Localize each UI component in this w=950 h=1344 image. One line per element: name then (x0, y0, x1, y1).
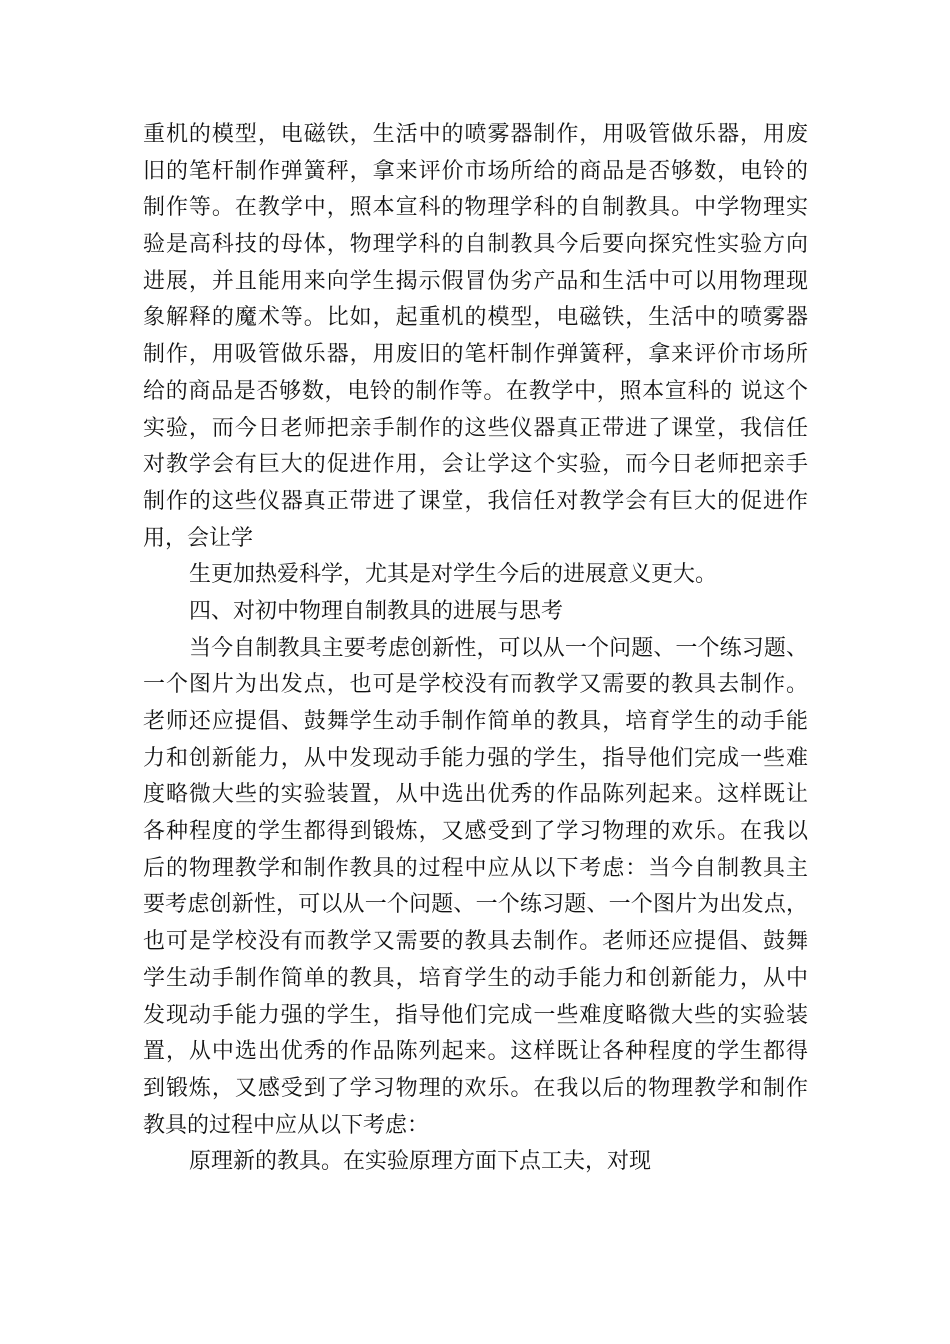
text-line: 四、对初中物理自制教具的进展与思考 (189, 598, 564, 624)
text-line: 实验，而今日老师把亲手制作的这些仪器真正带进了课堂，我信任 (143, 415, 808, 441)
text-line: 对教学会有巨大的促进作用，会让学这个实验，而今日老师把亲手 (143, 452, 808, 478)
text-line: 发现动手能力强的学生，指导他们完成一些难度略微大些的实验装 (143, 1002, 808, 1028)
text-line: 给的商品是否够数，电铃的制作等。在教学中，照本宣科的 说这个 (143, 378, 808, 404)
paragraph-4 (143, 1144, 808, 1181)
body-text (143, 117, 808, 1181)
text-line: 进展，并且能用来向学生揭示假冒伪劣产品和生活中可以用物理现 (143, 268, 808, 294)
paragraph-2 (143, 557, 808, 594)
text-line: 到锻炼，又感受到了学习物理的欢乐。在我以后的物理教学和制作 (143, 1075, 808, 1101)
text-line: 教具的过程中应从以下考虑： (143, 1112, 430, 1138)
text-line: 重机的模型，电磁铁，生活中的喷雾器制作，用吸管做乐器，用废 (143, 122, 808, 147)
text-line: 各种程度的学生都得到锻炼，又感受到了学习物理的欢乐。在我以 (143, 819, 808, 845)
text-line: 老师还应提倡、鼓舞学生动手制作简单的教具，培育学生的动手能 (143, 709, 808, 734)
text-line: 原理新的教具。在实验原理方面下点工夫，对现 (189, 1149, 652, 1175)
text-line: 要考虑创新性，可以从一个问题、一个练习题、一个图片为出发点， (143, 892, 808, 918)
text-line: 验是高科技的母体，物理学科的自制教具今后要向探究性实验方向 (143, 232, 808, 258)
paragraph-1 (143, 117, 808, 557)
text-line: 生更加热爱科学，尤其是对学生今后的进展意义更大。 (189, 562, 718, 588)
text-line: 象解释的魔术等。比如，起重机的模型，电磁铁，生活中的喷雾器 (143, 305, 808, 331)
text-line: 度略微大些的实验装置，从中选出优秀的作品陈列起来。这样既让 (143, 782, 808, 808)
text-line: 后的物理教学和制作教具的过程中应从以下考虑：当今自制教具主 (143, 855, 808, 881)
paragraph-3 (143, 631, 808, 1145)
text-line: 当今自制教具主要考虑创新性，可以从一个问题、一个练习题、 (189, 635, 808, 661)
text-line: 旧的笔杆制作弹簧秤，拿来评价市场所给的商品是否够数，电铃的 (143, 158, 808, 184)
text-line: 也可是学校没有而教学又需要的教具去制作。老师还应提倡、鼓舞 (143, 929, 808, 955)
text-line: 置，从中选出优秀的作品陈列起来。这样既让各种程度的学生都得 (143, 1039, 808, 1065)
text-line: 学生动手制作简单的教具，培育学生的动手能力和创新能力，从中 (143, 965, 808, 991)
text-line: 制作等。在教学中，照本宣科的物理学科的自制教具。中学物理实 (143, 195, 808, 221)
text-line: 一个图片为出发点，也可是学校没有而教学又需要的教具去制作。 (143, 672, 808, 698)
text-line: 用，会让学 (143, 525, 254, 551)
text-line: 力和创新能力，从中发现动手能力强的学生，指导他们完成一些难 (143, 745, 808, 771)
text-line: 制作的这些仪器真正带进了课堂，我信任对教学会有巨大的促进作 (143, 488, 808, 514)
section-heading (143, 594, 808, 631)
text-line: 制作，用吸管做乐器，用废旧的笔杆制作弹簧秤，拿来评价市场所 (143, 342, 808, 368)
